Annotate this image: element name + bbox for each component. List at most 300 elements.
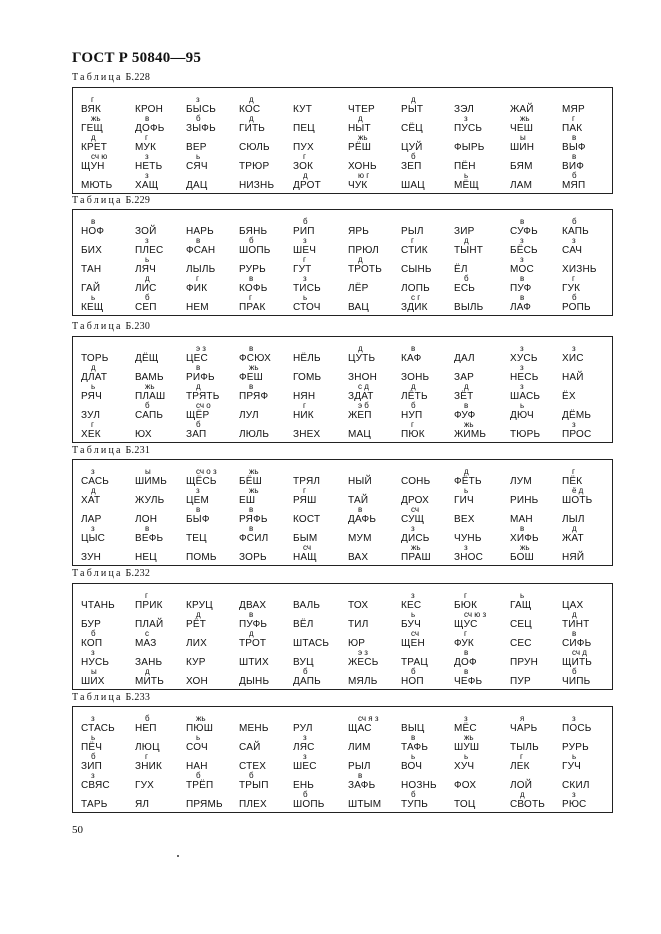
phoneme-mark: д: [196, 610, 201, 619]
word: ВЁЛ: [293, 619, 314, 630]
phoneme-mark: г: [196, 274, 199, 283]
phoneme-mark: д: [145, 667, 150, 676]
word: РЫЛ: [401, 226, 424, 237]
phoneme-mark: в: [196, 236, 201, 245]
word: ЗЕП: [401, 161, 422, 172]
phoneme-mark: г: [464, 591, 467, 600]
word: ЗНОН: [348, 372, 378, 383]
phoneme-mark: г: [303, 152, 306, 161]
word: ЛАФ: [510, 302, 532, 313]
word: МЕНЬ: [239, 723, 269, 734]
word: ЛУЛ: [239, 410, 259, 421]
table-label: [72, 72, 150, 83]
word: КРОН: [135, 104, 164, 115]
phoneme-mark: г: [145, 752, 148, 761]
phoneme-mark: в: [520, 524, 525, 533]
word: НЫТ: [348, 123, 371, 134]
word: ВЫЛЬ: [454, 302, 484, 313]
phoneme-mark: жь: [249, 486, 259, 495]
word: СУФЬ: [510, 226, 538, 237]
word: ЗЁТ: [454, 391, 474, 402]
word: СТЕХ: [239, 761, 267, 772]
word: ЕШ: [239, 495, 256, 506]
table-label: [72, 692, 150, 703]
word: ДЁМЬ: [562, 410, 592, 421]
word: ПРАК: [239, 302, 266, 313]
phoneme-mark: б: [145, 401, 150, 410]
word: ШИМЬ: [135, 476, 168, 487]
word: РЁТ: [186, 619, 207, 630]
word: КЕЩ: [81, 302, 104, 313]
phoneme-mark: г: [249, 293, 252, 302]
word: ПРОС: [562, 429, 592, 440]
word: МАН: [510, 514, 533, 525]
word: НУСЬ: [81, 657, 110, 668]
word: ЖУЛЬ: [135, 495, 165, 506]
phoneme-mark: сч: [411, 505, 420, 514]
phoneme-mark: д: [520, 790, 525, 799]
word: РИНЬ: [510, 495, 539, 506]
word: НОП: [401, 676, 424, 687]
word: ПЛАШ: [135, 391, 166, 402]
phoneme-mark: г: [91, 420, 94, 429]
phoneme-mark: жь: [249, 363, 259, 372]
phoneme-mark: в: [464, 648, 469, 657]
word: СВОТЬ: [510, 799, 546, 810]
word: ЩУС: [454, 619, 478, 630]
word: СЕП: [135, 302, 157, 313]
word: ЧТАНЬ: [81, 600, 115, 611]
word: НЁЛЬ: [293, 353, 321, 364]
phoneme-mark: ё д: [572, 486, 584, 495]
phoneme-mark: з: [520, 236, 524, 245]
phoneme-mark: д: [91, 486, 96, 495]
word: ДЫНЬ: [239, 676, 270, 687]
word: ЧУК: [348, 180, 368, 191]
phoneme-mark: з: [464, 543, 468, 552]
word: ВАЛЬ: [293, 600, 321, 611]
phoneme-mark: в: [196, 505, 201, 514]
phoneme-mark: в: [464, 667, 469, 676]
table-label-word: Таблица: [72, 195, 123, 206]
word: ЖИМЬ: [454, 429, 487, 440]
phoneme-mark: з: [303, 752, 307, 761]
word: ХЕК: [81, 429, 101, 440]
word: ПРАШ: [401, 552, 431, 563]
phoneme-mark: д: [411, 95, 416, 104]
phoneme-mark: г: [303, 486, 306, 495]
word: ВЕР: [186, 142, 207, 153]
word: РУРЬ: [562, 742, 589, 753]
phoneme-mark: з: [520, 363, 524, 372]
word: НАРЬ: [186, 226, 214, 237]
word: НЫЙ: [348, 476, 372, 487]
word: ЗУН: [81, 552, 102, 563]
phoneme-mark: в: [249, 274, 254, 283]
word: ПЛАЙ: [135, 619, 164, 630]
phoneme-mark: жь: [411, 543, 421, 552]
phoneme-mark: д: [249, 114, 254, 123]
word: ПЕЦ: [293, 123, 315, 134]
word: ПЁН: [454, 161, 476, 172]
word: МУМ: [348, 533, 372, 544]
word: ПЛЕХ: [239, 799, 267, 810]
word: ХАТ: [81, 495, 101, 506]
word: ЛЫЛЬ: [186, 264, 216, 275]
phoneme-mark: в: [249, 382, 254, 391]
word: ЗНИК: [135, 761, 163, 772]
word: ТРЁП: [186, 780, 214, 791]
word: КУР: [186, 657, 206, 668]
word: ТАН: [81, 264, 102, 275]
word: НУП: [401, 410, 423, 421]
word: РЫТ: [401, 104, 424, 115]
phoneme-mark: б: [303, 217, 308, 226]
phoneme-mark: д: [572, 524, 577, 533]
word: СТОЧ: [293, 302, 321, 313]
phoneme-mark: г: [572, 274, 575, 283]
phoneme-mark: ю г: [358, 171, 370, 180]
word: ПЮК: [401, 429, 425, 440]
word: НЕМ: [186, 302, 209, 313]
phoneme-mark: ь: [91, 733, 96, 742]
word: ЛИС: [135, 283, 157, 294]
word: СЯЧ: [186, 161, 208, 172]
word: ЗОРЬ: [239, 552, 267, 563]
phoneme-mark: д: [464, 467, 469, 476]
word: МОС: [510, 264, 534, 275]
word: ТЫЛЬ: [510, 742, 539, 753]
word: ФУФ: [454, 410, 476, 421]
phoneme-mark: з: [572, 236, 576, 245]
word: КРУЦ: [186, 600, 213, 611]
word: БОШ: [510, 552, 534, 563]
phoneme-mark: б: [145, 714, 150, 723]
word: ЦЕМ: [186, 495, 209, 506]
word: ДЁЩ: [135, 353, 159, 364]
word: ГОМЬ: [293, 372, 322, 383]
word: ПРЮЛ: [348, 245, 379, 256]
word: СЫНЬ: [401, 264, 432, 275]
phoneme-mark: г: [303, 401, 306, 410]
word: ЖАЙ: [510, 104, 534, 115]
word: ТАЙ: [348, 495, 369, 506]
word: РЯШ: [293, 495, 317, 506]
phoneme-mark: жь: [91, 114, 101, 123]
word: РИП: [293, 226, 315, 237]
word: ЗОЙ: [135, 226, 157, 237]
word: ЩУН: [81, 161, 105, 172]
phoneme-mark: д: [358, 114, 363, 123]
word: ПЛЕС: [135, 245, 164, 256]
word: САЧ: [562, 245, 583, 256]
phoneme-mark: сч д: [572, 648, 587, 657]
phoneme-mark: сч о: [196, 401, 211, 410]
phoneme-mark: з: [520, 344, 524, 353]
word: ШУШ: [454, 742, 480, 753]
word: ГИЧ: [454, 495, 474, 506]
word: ЗДИК: [401, 302, 428, 313]
table-label-word: Таблица: [72, 321, 123, 332]
word: СОНЬ: [401, 476, 431, 487]
word: ФЁТЬ: [454, 476, 482, 487]
word: ЛЫЛ: [562, 514, 585, 525]
phoneme-mark: д: [358, 344, 363, 353]
word: ТАРЬ: [81, 799, 108, 810]
phoneme-mark: ь: [196, 152, 201, 161]
word: ШЕЧ: [293, 245, 317, 256]
phoneme-mark: д: [464, 382, 469, 391]
phoneme-mark: б: [411, 152, 416, 161]
word: РЯЧ: [81, 391, 102, 402]
phoneme-mark: д: [572, 610, 577, 619]
word: ТИСЬ: [293, 283, 321, 294]
word: НАН: [186, 761, 208, 772]
phoneme-mark: б: [145, 293, 150, 302]
word: НАЩ: [293, 552, 317, 563]
word: ШОПЬ: [293, 799, 325, 810]
phoneme-mark: жь: [358, 133, 368, 142]
word: ХИЗНЬ: [562, 264, 597, 275]
word: ТОРЬ: [81, 353, 109, 364]
word: БЫМ: [293, 533, 318, 544]
word: СТИК: [401, 245, 428, 256]
word: БЁШ: [239, 476, 263, 487]
word-table: [72, 336, 613, 443]
word: ВЫФ: [562, 142, 586, 153]
word: ЛЮЛЬ: [239, 429, 270, 440]
word: ВАМЬ: [135, 372, 164, 383]
word: ВОЧ: [401, 761, 423, 772]
word: ВУЦ: [293, 657, 314, 668]
phoneme-mark: в: [411, 733, 416, 742]
phoneme-mark: ь: [411, 752, 416, 761]
phoneme-mark: г: [572, 467, 575, 476]
phoneme-mark: д: [249, 95, 254, 104]
word: ТРЮР: [239, 161, 270, 172]
phoneme-mark: ь: [520, 401, 525, 410]
phoneme-mark: жь: [249, 467, 259, 476]
word-table: [72, 706, 613, 813]
phoneme-mark: сч: [411, 629, 420, 638]
page-number: 50: [72, 824, 83, 836]
phoneme-mark: б: [572, 667, 577, 676]
word: РЁШ: [348, 142, 372, 153]
phoneme-mark: з: [464, 714, 468, 723]
word: ШАЦ: [401, 180, 425, 191]
word: ФЫРЬ: [454, 142, 485, 153]
word: ШИН: [510, 142, 535, 153]
word: ПУФ: [510, 283, 532, 294]
word: ДИСЬ: [401, 533, 430, 544]
word: ШОТЬ: [562, 495, 593, 506]
phoneme-mark: б: [303, 790, 308, 799]
word: ЁЛ: [454, 264, 468, 275]
phoneme-mark: жь: [145, 382, 155, 391]
word: САСЬ: [81, 476, 110, 487]
word-table: [72, 87, 613, 194]
phoneme-mark: в: [358, 771, 363, 780]
word: ЛУМ: [510, 476, 532, 487]
word: ФИК: [186, 283, 208, 294]
word: РУЛ: [293, 723, 313, 734]
word: ЗЫФЬ: [186, 123, 216, 134]
word: ТРАЦ: [401, 657, 428, 668]
table-label-word: Таблица: [72, 568, 123, 579]
word: ВЫЦ: [401, 723, 425, 734]
word: ХУЧ: [454, 761, 475, 772]
word: НЯЙ: [562, 552, 585, 563]
word: ЛОПЬ: [401, 283, 430, 294]
word: ТРЫП: [239, 780, 269, 791]
word: ЦЕС: [186, 353, 208, 364]
word: ЩАС: [348, 723, 372, 734]
phoneme-mark: в: [572, 133, 577, 142]
phoneme-mark: б: [411, 790, 416, 799]
word: ШЕС: [293, 761, 317, 772]
word: ДАФЬ: [348, 514, 377, 525]
table-label: [72, 445, 150, 456]
word: ЗАП: [186, 429, 207, 440]
word: ЮР: [348, 638, 366, 649]
phoneme-mark: в: [520, 293, 525, 302]
phoneme-mark: жь: [464, 420, 474, 429]
stray-dot: [177, 855, 179, 857]
phoneme-mark: ь: [196, 733, 201, 742]
phoneme-mark: ь: [303, 293, 308, 302]
word: ДРОТ: [293, 180, 321, 191]
phoneme-mark: з: [196, 95, 200, 104]
phoneme-mark: г: [520, 752, 523, 761]
word: ФСЮХ: [239, 353, 271, 364]
word: ЛЕК: [510, 761, 530, 772]
word: НЕТЬ: [135, 161, 163, 172]
word: ТОЦ: [454, 799, 476, 810]
word: ШТИХ: [239, 657, 269, 668]
phoneme-mark: э б: [358, 401, 369, 410]
table-number: Б.231: [122, 445, 151, 456]
phoneme-mark: ы: [145, 467, 151, 476]
word: СУЩ: [401, 514, 425, 525]
word: МИТЬ: [135, 676, 164, 687]
phoneme-mark: г: [572, 114, 575, 123]
word: ПРИК: [135, 600, 163, 611]
word: ЛЁР: [348, 283, 369, 294]
phoneme-mark: ь: [464, 486, 469, 495]
word: ЦАХ: [562, 600, 584, 611]
phoneme-mark: ь: [572, 752, 577, 761]
word: ЩЕН: [401, 638, 425, 649]
word: ЧИПЬ: [562, 676, 591, 687]
word: ЛОЙ: [510, 780, 533, 791]
word: ВАЦ: [348, 302, 370, 313]
word: СВЯС: [81, 780, 110, 791]
word: ЧАРЬ: [510, 723, 538, 734]
phoneme-mark: з: [91, 771, 95, 780]
phoneme-mark: жь: [520, 114, 530, 123]
phoneme-mark: б: [572, 217, 577, 226]
word: ЦУЙ: [401, 142, 423, 153]
phoneme-mark: в: [91, 217, 96, 226]
phoneme-mark: з: [520, 382, 524, 391]
table-label: [72, 568, 150, 579]
word: ГЕЩ: [81, 123, 104, 134]
word: РИФЬ: [186, 372, 215, 383]
word: ГАЩ: [510, 600, 532, 611]
phoneme-mark: ы: [520, 133, 526, 142]
word: ЧТЕР: [348, 104, 375, 115]
word: ТУПЬ: [401, 799, 429, 810]
word: БИХ: [81, 245, 103, 256]
phoneme-mark: в: [145, 524, 150, 533]
word: ТОХ: [348, 600, 369, 611]
word: ТИЛ: [348, 619, 369, 630]
word: ШОПЬ: [239, 245, 271, 256]
table-label-word: Таблица: [72, 72, 123, 83]
table-label-word: Таблица: [72, 445, 123, 456]
phoneme-mark: б: [303, 667, 308, 676]
word: БЫФ: [186, 514, 210, 525]
word: ЗАФЬ: [348, 780, 376, 791]
word: РЯФЬ: [239, 514, 268, 525]
word: ЖЕСЬ: [348, 657, 379, 668]
word: НАЙ: [562, 372, 584, 383]
word: ЕСЬ: [454, 283, 476, 294]
phoneme-mark: б: [572, 171, 577, 180]
word: ГИТЬ: [239, 123, 266, 134]
word: ПУР: [510, 676, 531, 687]
table-number: Б.233: [122, 692, 151, 703]
word: ВАХ: [348, 552, 369, 563]
phoneme-mark: з: [91, 524, 95, 533]
word: ПРУН: [510, 657, 539, 668]
word: ЧЕФЬ: [454, 676, 483, 687]
word: ПЮШ: [186, 723, 214, 734]
phoneme-mark: ь: [464, 752, 469, 761]
word: НОЗНЬ: [401, 780, 437, 791]
phoneme-mark: ь: [411, 610, 416, 619]
table-number: Б.230: [122, 321, 151, 332]
word: ХУСЬ: [510, 353, 538, 364]
word: ЩИТЬ: [562, 657, 593, 668]
word: СЕЦ: [510, 619, 532, 630]
document-header: ГОСТ Р 50840—95: [72, 50, 202, 66]
word: НЕЦ: [135, 552, 157, 563]
word: ВЕФЬ: [135, 533, 164, 544]
phoneme-mark: в: [145, 114, 150, 123]
phoneme-mark: д: [91, 133, 96, 142]
word: СЕС: [510, 638, 532, 649]
word: МЯР: [562, 104, 585, 115]
phoneme-mark: в: [196, 363, 201, 372]
word: РОПЬ: [562, 302, 591, 313]
phoneme-mark: б: [464, 274, 469, 283]
phoneme-mark: в: [520, 217, 525, 226]
phoneme-mark: з: [411, 524, 415, 533]
phoneme-mark: э з: [196, 344, 206, 353]
word-table: [72, 583, 613, 690]
word: СОЧ: [186, 742, 208, 753]
phoneme-mark: сч о з: [196, 467, 217, 476]
word: ЛИХ: [186, 638, 208, 649]
word: ПОМЬ: [186, 552, 217, 563]
word: НИЗНЬ: [239, 180, 275, 191]
word: ТРОТЬ: [348, 264, 383, 275]
phoneme-mark: з: [464, 114, 468, 123]
phoneme-mark: з: [196, 486, 200, 495]
table-number: Б.232: [122, 568, 151, 579]
phoneme-mark: б: [196, 771, 201, 780]
